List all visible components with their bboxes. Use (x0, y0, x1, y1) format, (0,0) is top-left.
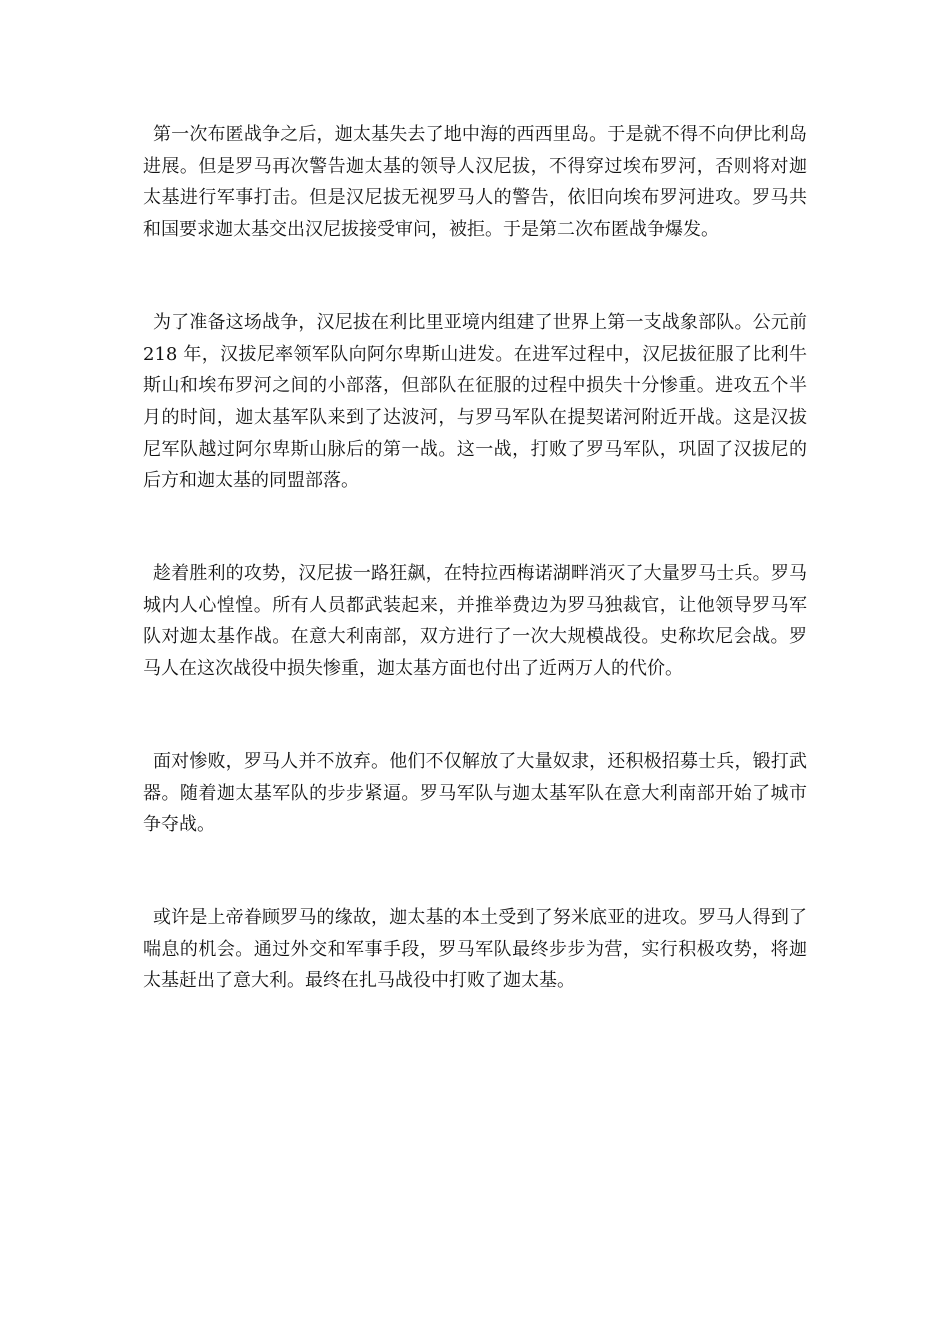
paragraph-spacer (143, 246, 807, 307)
paragraph-4: 面对惨败，罗马人并不放弃。他们不仅解放了大量奴隶，还积极招募士兵，锻打武器。随着迦太基军队的步步紧逼。罗马军队与迦太基军队在意大利南部开始了城市争夺战。 (143, 750, 807, 836)
paragraph-3: 趁着胜利的攻势，汉尼拔一路狂飙，在特拉西梅诺湖畔消灭了大量罗马士兵。罗马城内人心惶惶。所有人员都武装起来，并推举费边为罗马独裁官，让他领导罗马军队对迦太基作战。在意大利南部，双方进行了一次大规模战役。史称坎尼会战。罗马人在这次战役中损失惨重，迦太基方面也付出了近两万人的代价。 (143, 563, 807, 680)
paragraph-spacer (143, 497, 807, 558)
paragraph-1: 第一次布匿战争之后，迦太基失去了地中海的西西里岛。于是就不得不向伊比利岛进展。但是罗马再次警告迦太基的领导人汉尼拔，不得穿过埃布罗河，否则将对迦太基进行军事打击。但是汉尼拔无视罗马人的警告，依旧向埃布罗河进攻。罗马共和国要求迦太基交出汉尼拔接受审问，被拒。于是第二次布匿战争爆发。 (143, 124, 807, 241)
paragraph-spacer (143, 841, 807, 902)
paragraph-spacer (143, 685, 807, 746)
paragraph-5: 或许是上帝眷顾罗马的缘故，迦太基的本土受到了努米底亚的进攻。罗马人得到了喘息的机会。通过外交和军事手段，罗马军队最终步步为营，实行积极攻势，将迦太基赶出了意大利。最终在扎马战役中打败了迦太基。 (143, 906, 807, 992)
paragraph-2: 为了准备这场战争，汉尼拔在利比里亚境内组建了世界上第一支战象部队。公元前 218 年，汉拔尼率领军队向阿尔卑斯山进发。在进军过程中，汉尼拔征服了比利牛斯山和埃布罗河之间的小部落，但部队在征服的过程中损失十分惨重。进攻五个半月的时间，迦太基军队来到了达波河，与罗马军队在提契诺河附近开战。这是汉拔尼军队越过阿尔卑斯山脉后的第一战。这一战，打败了罗马军队，巩固了汉拔尼的后方和迦太基的同盟部落。 (143, 311, 807, 492)
document-page (143, 119, 807, 997)
